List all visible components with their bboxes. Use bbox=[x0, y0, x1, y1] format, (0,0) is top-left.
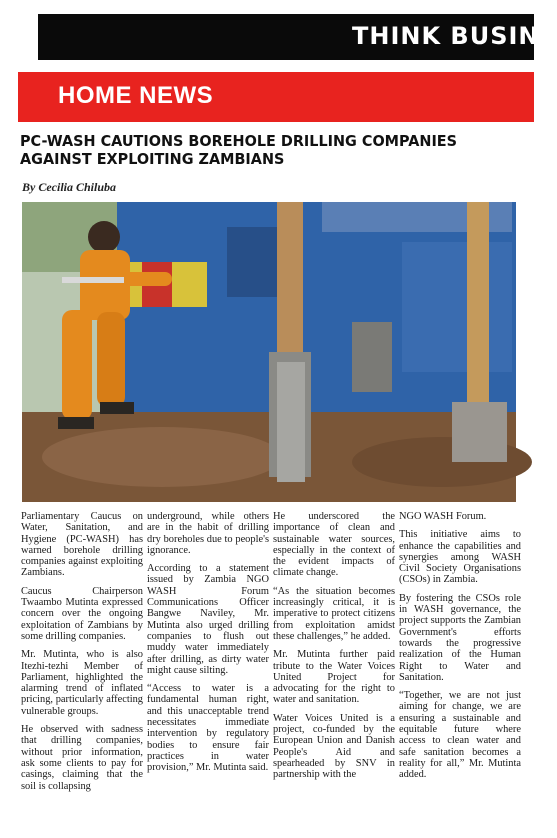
paragraph: According to a statement issued by Zambia NGO WASH Forum Communications Officer Bangwe Naviley, Mr. Mutinta also urged drilling companies to flush out muddy water immediately after drilling, as dirty water might cause silting. bbox=[147, 563, 269, 676]
masthead-bar bbox=[38, 14, 557, 60]
section-label: HOME NEWS bbox=[58, 82, 214, 109]
paragraph: Parliamentary Caucus on Water, Sanitation, and Hygiene (PC-WASH) has warned borehole drilling companies against exploiting Zambians. bbox=[21, 511, 143, 579]
paragraph: Water Voices United is a project, co-funded by the European Union and Danish People's Aid and spearheaded by SNV in partnership with the bbox=[273, 712, 395, 781]
paragraph: underground, while others are in the habit of drilling dry boreholes due to people's ignorance. bbox=[147, 511, 269, 556]
article-byline: By Cecilia Chiluba bbox=[22, 180, 117, 194]
paragraph: Caucus Chairperson Twaambo Mutinta expressed concern over the ongoing exploitation of Zambians by some drilling companies. bbox=[21, 585, 143, 642]
paragraph: By fostering the CSOs role in WASH governance, the project supports the Zambian Government's efforts towards the progressive realization of the Human Right to Water and Sanitation. bbox=[399, 592, 521, 683]
article-column-3 bbox=[273, 511, 395, 836]
article-column-1 bbox=[21, 511, 143, 836]
paragraph: Mr. Mutinta further paid tribute to the Water Voices United Project for advocating for the right to water and sanitation. bbox=[273, 649, 395, 706]
paragraph: “Access to water is a fundamental human right, and this unacceptable trend necessitates immediate intervention by regulatory bodies to ensure fair practices in water provision,” Mr. Mutinta said. bbox=[147, 683, 269, 774]
article-body bbox=[21, 511, 521, 836]
paragraph: Mr. Mutinta, who is also Itezhi-tezhi Member of Parliament, highlighted the alarming trend of inflated pricing, particularly affecting vulnerable groups. bbox=[21, 649, 143, 717]
paragraph: “Together, we are not just aiming for change, we are ensuring a sustainable and equitable future where access to clean water and safe sanitation becomes a reality for all,” Mr. Mutinta added. bbox=[399, 690, 521, 781]
paragraph: He observed with sadness that drilling companies, without prior information, ask some clients to pay for casings, claiming that the soil is collapsing bbox=[21, 724, 143, 792]
article-photo bbox=[22, 202, 516, 502]
article-column-2 bbox=[147, 511, 269, 836]
paragraph: He underscored the importance of clean and sustainable water sources, especially in the context of the evident impacts of climate change. bbox=[273, 511, 395, 579]
masthead-brand: THINK BUSINE bbox=[352, 22, 557, 50]
paragraph: This initiative aims to enhance the capabilities and synergies among WASH Civil Society Organisations (CSOs) in Zambia. bbox=[399, 529, 521, 586]
article-column-4 bbox=[399, 511, 521, 836]
section-band bbox=[18, 72, 534, 122]
paragraph: NGO WASH Forum. bbox=[399, 511, 487, 522]
drilling-rig-photo-illustration bbox=[22, 202, 516, 502]
article-headline: PC-WASH CAUTIONS BOREHOLE DRILLING COMPANIES AGAINST EXPLOITING ZAMBIANS bbox=[20, 132, 458, 168]
paragraph: “As the situation becomes increasingly critical, it is imperative to protect citizens from exploitation amidst these challenges,” he added. bbox=[273, 585, 395, 642]
